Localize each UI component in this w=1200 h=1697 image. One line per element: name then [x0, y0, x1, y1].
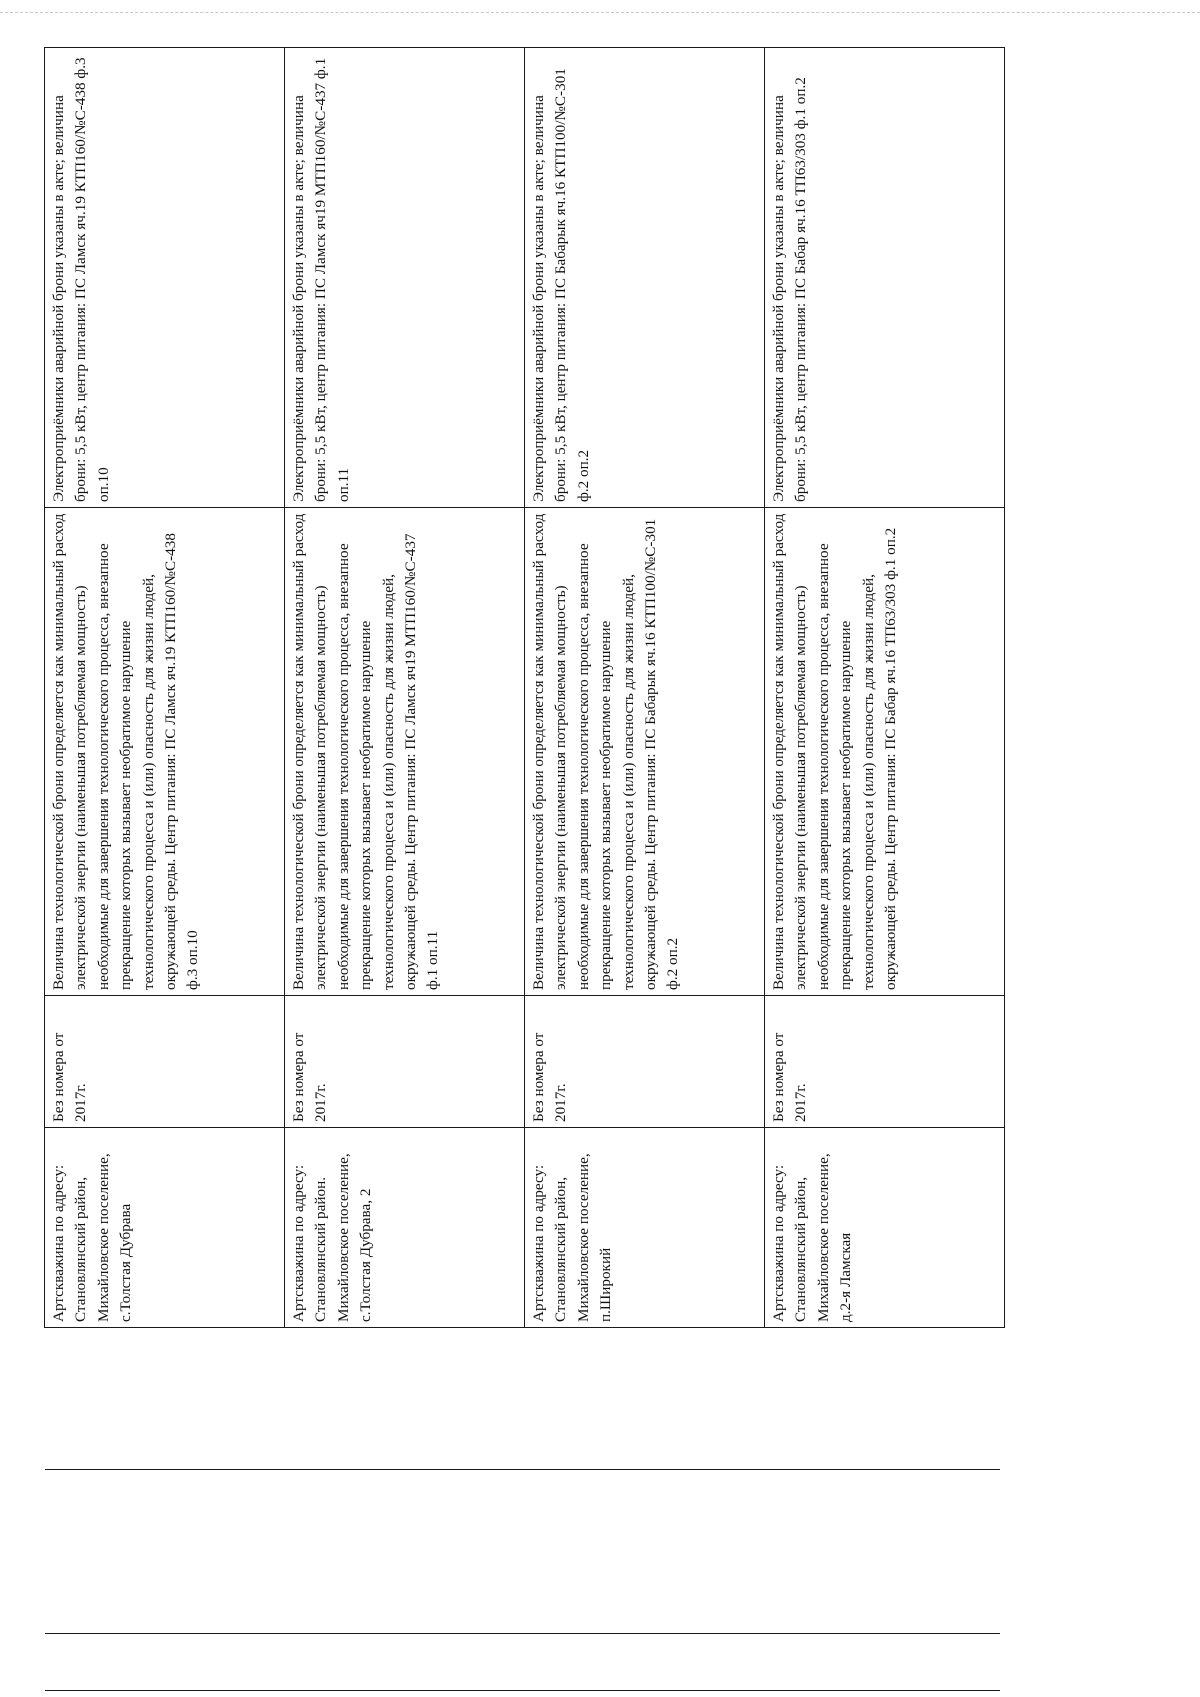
table-row [45, 48, 285, 1328]
scan-edge [0, 12, 1200, 13]
act-cell: Без номера от 2017г. [285, 996, 525, 1128]
table-row [525, 48, 765, 1328]
tech-reserve-cell: Величина технологической брони определяется как минимальный расход электрической энергии (наименьшая потребляемая мощность) необходимые для завершения технологического процесса, внезапное прекращение которых вызывает необратимое нарушение технологического процесса и (или) опасность для жизни людей, окружающей среды. Центр питания: ПС Ламск яч.19 КТП160/№С-438 ф.3 оп.10 [45, 508, 285, 996]
object-cell: Артскважина по адресу: Становлянский район, Михайловское поселение, д.2-я Ламская [765, 1128, 1005, 1328]
act-cell: Без номера от 2017г. [765, 996, 1005, 1128]
horizontal-rule [45, 1633, 1000, 1634]
object-cell: Артскважина по адресу: Становлянский район. Михайловское поселение, с.Толстая Дубрава, 2 [285, 1128, 525, 1328]
act-cell: Без номера от 2017г. [45, 996, 285, 1128]
reserve-table [44, 47, 1005, 1328]
emergency-reserve-cell: Электроприёмники аварийной брони указаны в акте; величина брони: 5,5 кВт, центр питания: ПС Бабарык яч.16 КТП100/№С-301 ф.2 оп.2 [525, 48, 765, 508]
tech-reserve-cell: Величина технологической брони определяется как минимальный расход электрической энергии (наименьшая потребляемая мощность) необходимые для завершения технологического процесса, внезапное прекращение которых вызывает необратимое нарушение технологического процесса и (или) опасность для жизни людей, окружающей среды. Центр питания: ПС Бабар яч.16 ТП63/303 ф.1 оп.2 [765, 508, 1005, 996]
tech-reserve-cell: Величина технологической брони определяется как минимальный расход электрической энергии (наименьшая потребляемая мощность) необходимые для завершения технологического процесса, внезапное прекращение которых вызывает необратимое нарушение технологического процесса и (или) опасность для жизни людей, окружающей среды. Центр питания: ПС Ламск яч19 МТП160/№С-437 ф.1 оп.11 [285, 508, 525, 996]
act-cell: Без номера от 2017г. [525, 996, 765, 1128]
emergency-reserve-cell: Электроприёмники аварийной брони указаны в акте; величина брони: 5,5 кВт, центр питания: ПС Ламск яч19 МТП160/№С-437 ф.1 оп.11 [285, 48, 525, 508]
rotated-page [44, 48, 1004, 1328]
horizontal-rule [45, 1469, 1000, 1470]
table-row [285, 48, 525, 1328]
table-row [765, 48, 1005, 1328]
emergency-reserve-cell: Электроприёмники аварийной брони указаны в акте; величина брони: 5,5 кВт, центр питания: ПС Ламск яч.19 КТП160/№С-438 ф.3 оп.10 [45, 48, 285, 508]
object-cell: Артскважина по адресу: Становлянский район, Михайловское поселение, п.Широкий [525, 1128, 765, 1328]
horizontal-rule [45, 1690, 1000, 1691]
emergency-reserve-cell: Электроприёмники аварийной брони указаны в акте; величина брони: 5,5 кВт, центр питания: ПС Бабар яч.16 ТП63/303 ф.1 оп.2 [765, 48, 1005, 508]
object-cell: Артскважина по адресу: Становлянский район, Михайловское поселение, с.Толстая Дубрава [45, 1128, 285, 1328]
tech-reserve-cell: Величина технологической брони определяется как минимальный расход электрической энергии (наименьшая потребляемая мощность) необходимые для завершения технологического процесса, внезапное прекращение которых вызывает необратимое нарушение технологического процесса и (или) опасность для жизни людей, окружающей среды. Центр питания: ПС Бабарык яч.16 КТП100/№С-301 ф.2 оп.2 [525, 508, 765, 996]
